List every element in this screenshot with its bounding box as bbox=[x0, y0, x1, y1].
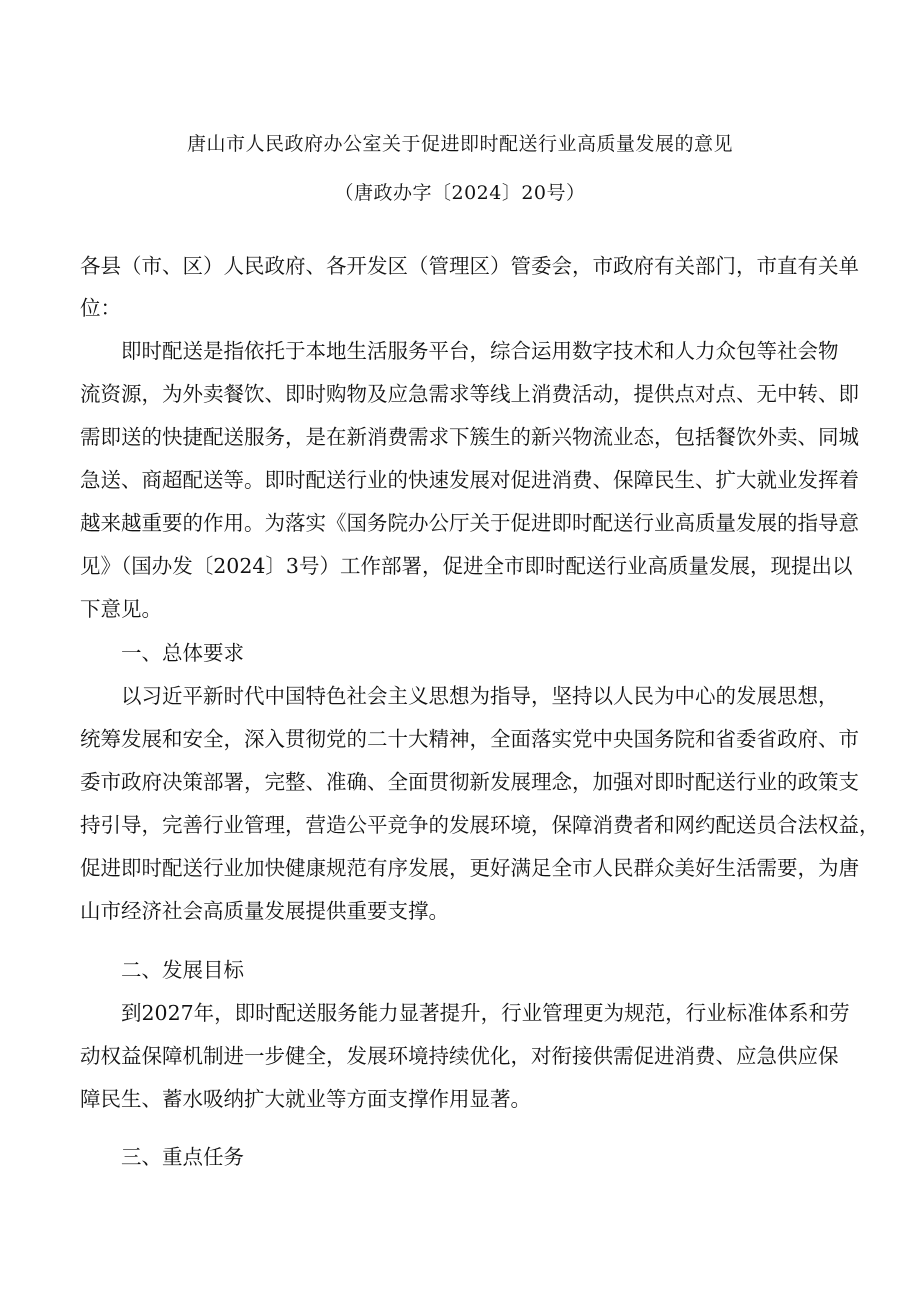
section-heading: 三、重点任务 bbox=[121, 1145, 244, 1169]
paragraph-line: 动权益保障机制进一步健全，发展环境持续优化，对衔接供需促进消费、应急供应保 bbox=[80, 1044, 839, 1068]
paragraph-line: 以习近平新时代中国特色社会主义思想为指导，坚持以人民为中心的发展思想， bbox=[121, 684, 839, 708]
paragraph-line: 急送、商超配送等。即时配送行业的快速发展对促进消费、保障民生、扩大就业发挥着 bbox=[80, 468, 859, 492]
paragraph-line: 山市经济社会高质量发展提供重要支撑。 bbox=[80, 899, 449, 923]
paragraph-line: 持引导，完善行业管理，营造公平竞争的发展环境，保障消费者和网约配送员合法权益， bbox=[80, 813, 880, 837]
paragraph-line: 障民生、蓄水吸纳扩大就业等方面支撑作用显著。 bbox=[80, 1087, 531, 1111]
salutation-line: 各县（市、区）人民政府、各开发区（管理区）管委会，市政府有关部门，市直有关单 bbox=[80, 254, 859, 278]
paragraph-line: 委市政府决策部署，完整、准确、全面贯彻新发展理念，加强对即时配送行业的政策支 bbox=[80, 770, 859, 794]
paragraph-line: 统筹发展和安全，深入贯彻党的二十大精神，全面落实党中央国务院和省委省政府、市 bbox=[80, 727, 859, 751]
paragraph-line: 需即送的快捷配送服务，是在新消费需求下簇生的新兴物流业态，包括餐饮外卖、同城 bbox=[80, 425, 859, 449]
document-number: （唐政办字〔2024〕20号） bbox=[334, 182, 586, 204]
paragraph-line: 下意见。 bbox=[80, 597, 162, 621]
salutation-line: 位： bbox=[80, 296, 121, 320]
paragraph-line: 即时配送是指依托于本地生活服务平台，综合运用数字技术和人力众包等社会物 bbox=[121, 339, 839, 363]
document-title: 唐山市人民政府办公室关于促进即时配送行业高质量发展的意见 bbox=[186, 133, 733, 155]
paragraph-line: 流资源，为外卖餐饮、即时购物及应急需求等线上消费活动，提供点对点、无中转、即 bbox=[80, 382, 859, 406]
paragraph-line: 到2027年，即时配送服务能力显著提升，行业管理更为规范，行业标准体系和劳 bbox=[121, 1001, 850, 1025]
section-heading: 一、总体要求 bbox=[121, 641, 244, 665]
paragraph-line: 促进即时配送行业加快健康规范有序发展，更好满足全市人民群众美好生活需要，为唐 bbox=[80, 856, 859, 880]
paragraph-line: 越来越重要的作用。为落实《国务院办公厅关于促进即时配送行业高质量发展的指导意 bbox=[80, 511, 859, 535]
paragraph-line: 见》（国办发〔2024〕3号）工作部署，促进全市即时配送行业高质量发展，现提出以 bbox=[80, 554, 853, 578]
section-heading: 二、发展目标 bbox=[121, 958, 244, 982]
